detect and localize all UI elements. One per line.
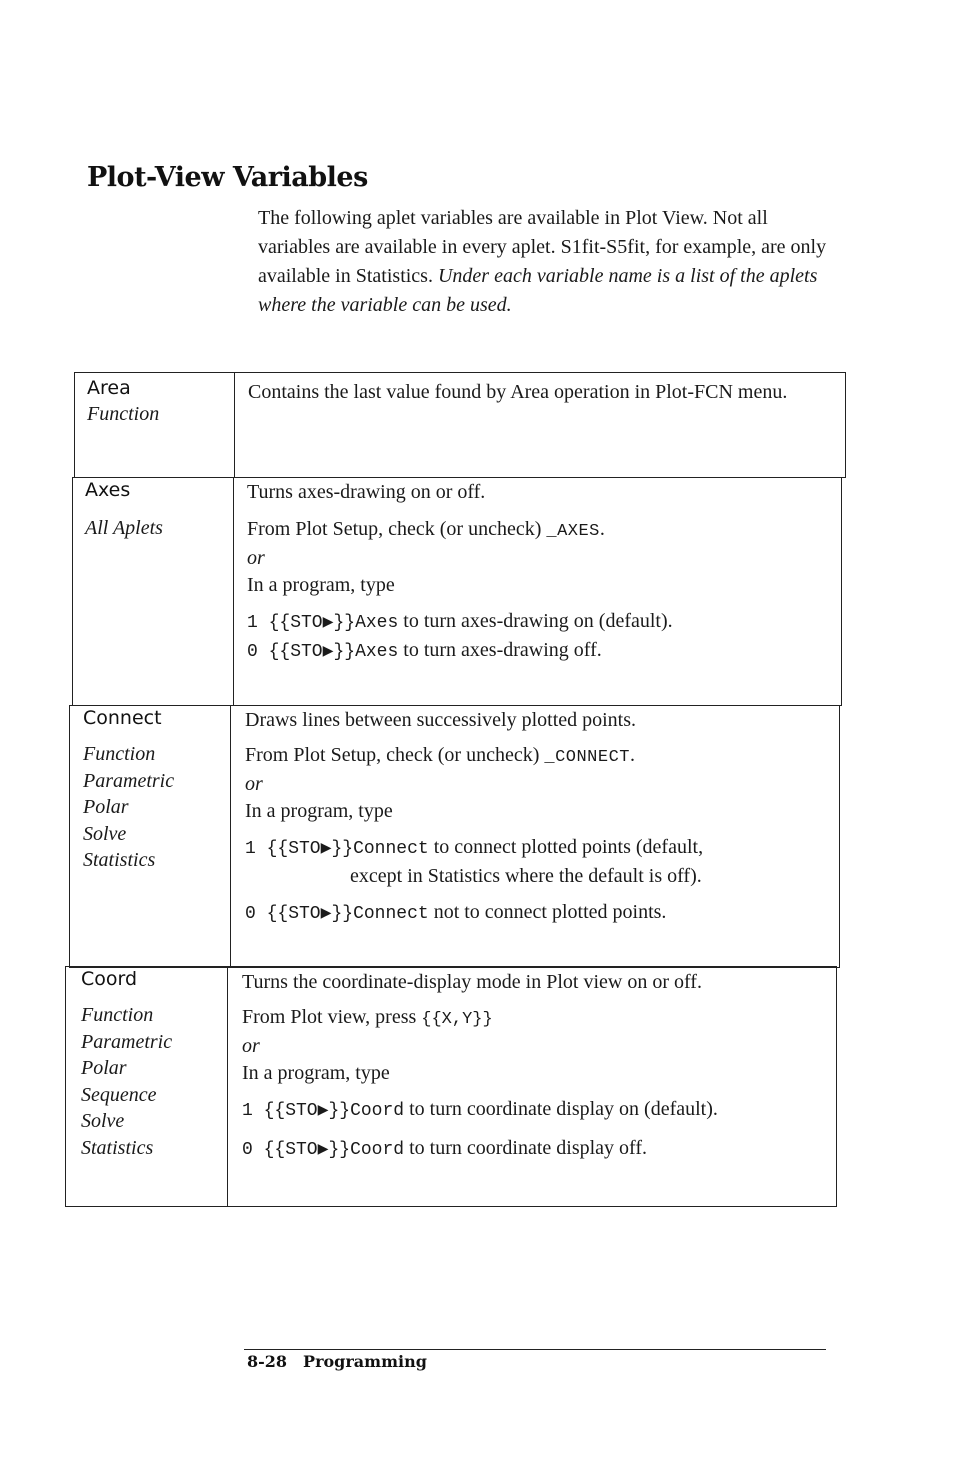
- aplet-name: Function: [87, 403, 160, 425]
- aplet-name: Statistics: [81, 1136, 154, 1159]
- command-variable: Connect: [353, 839, 429, 859]
- or-text: or: [245, 773, 263, 795]
- or-text: or: [242, 1035, 260, 1057]
- setup-key: {{X,Y}}: [421, 1009, 493, 1029]
- setup-key: _CONNECT: [544, 747, 630, 767]
- description-text: Turns axes-drawing on or off.: [247, 481, 486, 503]
- aplet-name: Function: [81, 1004, 154, 1026]
- aplet-list: [85, 515, 225, 542]
- command-keys: 1 {{STO▶}}: [242, 1101, 351, 1121]
- command-line-off: [242, 1135, 827, 1164]
- aplet-name: Solve: [81, 1110, 125, 1132]
- variable-name: Area: [87, 377, 131, 399]
- description-text: Draws lines between successively plotted points.: [245, 709, 637, 731]
- description-cell: [247, 479, 827, 665]
- setup-text: From Plot Setup, check (or uncheck): [247, 517, 547, 540]
- page-footer: [247, 1352, 427, 1371]
- section-name: Programming: [303, 1352, 427, 1371]
- aplet-name: Parametric: [81, 1030, 173, 1053]
- aplet-name: Polar: [83, 796, 129, 818]
- variable-name: Connect: [83, 707, 162, 729]
- command-line-off: [245, 899, 830, 928]
- command-variable: Connect: [353, 904, 429, 924]
- command-description: to turn coordinate display on (default).: [404, 1098, 718, 1120]
- or-text: or: [247, 547, 265, 569]
- table-row-connect: [69, 705, 840, 968]
- command-keys: 1 {{STO▶}}: [247, 613, 356, 633]
- variable-cell: [87, 377, 227, 428]
- setup-suffix: .: [599, 517, 605, 540]
- aplet-list: [87, 401, 227, 428]
- page-number: 8-28: [247, 1352, 288, 1371]
- command-variable: Coord: [350, 1101, 405, 1121]
- command-description: to connect plotted points (default,: [428, 836, 704, 858]
- description-cell: [242, 969, 827, 1163]
- footer-rule: [244, 1349, 826, 1350]
- command-variable: Coord: [350, 1139, 405, 1160]
- command-line-on: [245, 834, 830, 863]
- setup-text: From Plot Setup, check (or uncheck): [245, 743, 545, 766]
- aplet-name: Parametric: [83, 769, 175, 792]
- command-line-on: [247, 608, 827, 637]
- intro-text: The following aplet variables are available in Plot View. Not all variables are available in every aplet. S1fit-S5fit, for example, are only available in Statistics.: [258, 207, 827, 287]
- aplet-name: Sequence: [81, 1083, 157, 1106]
- command-description: not to connect plotted points.: [428, 901, 667, 923]
- command-continuation: except in Statistics where the default is off).: [350, 864, 702, 887]
- setup-text: From Plot view, press: [242, 1005, 422, 1028]
- command-variable: Axes: [355, 613, 399, 633]
- variable-cell: [81, 968, 221, 1161]
- page-title: Plot-View Variables: [87, 162, 368, 193]
- table-row-axes: [72, 477, 842, 706]
- variable-name: Coord: [81, 968, 138, 990]
- aplet-name: Polar: [81, 1057, 127, 1079]
- command-line-off: [247, 637, 827, 666]
- command-description: to turn axes-drawing off.: [398, 638, 602, 661]
- command-description: to turn axes-drawing on (default).: [398, 610, 673, 632]
- intro-italic-note: Under each variable name is a list of the aplets where the variable can be used.: [258, 265, 818, 316]
- aplet-name: Function: [83, 743, 156, 765]
- variable-name: Axes: [85, 479, 131, 501]
- aplet-name: All Aplets: [85, 517, 163, 539]
- command-variable: Axes: [355, 641, 399, 662]
- command-keys: 0 {{STO▶}}: [247, 641, 356, 662]
- command-keys: 1 {{STO▶}}: [245, 839, 354, 859]
- setup-instruction: [245, 742, 830, 772]
- aplet-name: Statistics: [83, 849, 156, 871]
- command-description: to turn coordinate display off.: [404, 1136, 647, 1159]
- aplet-list: [83, 741, 223, 874]
- description-cell: [245, 707, 830, 928]
- aplet-name: Solve: [83, 822, 127, 845]
- setup-suffix: .: [630, 743, 635, 766]
- table-row-area: [74, 372, 846, 478]
- command-keys: 0 {{STO▶}}: [242, 1139, 351, 1160]
- setup-key: _AXES: [546, 521, 600, 541]
- table-row-coord: [65, 966, 837, 1207]
- description-text: Contains the last value found by Area operation in Plot-FCN menu.: [248, 381, 788, 403]
- command-keys: 0 {{STO▶}}: [245, 904, 354, 924]
- setup-instruction: [247, 516, 827, 546]
- description-text: Turns the coordinate-display mode in Plot view on or off.: [242, 971, 702, 993]
- program-text: In a program, type: [245, 799, 393, 822]
- variable-cell: [85, 479, 225, 542]
- variable-cell: [83, 707, 223, 874]
- program-text: In a program, type: [247, 573, 395, 596]
- command-line-on: [242, 1096, 827, 1125]
- description-cell: [248, 379, 828, 406]
- setup-instruction: [242, 1004, 827, 1034]
- program-text: In a program, type: [242, 1061, 390, 1084]
- aplet-list: [81, 1002, 221, 1161]
